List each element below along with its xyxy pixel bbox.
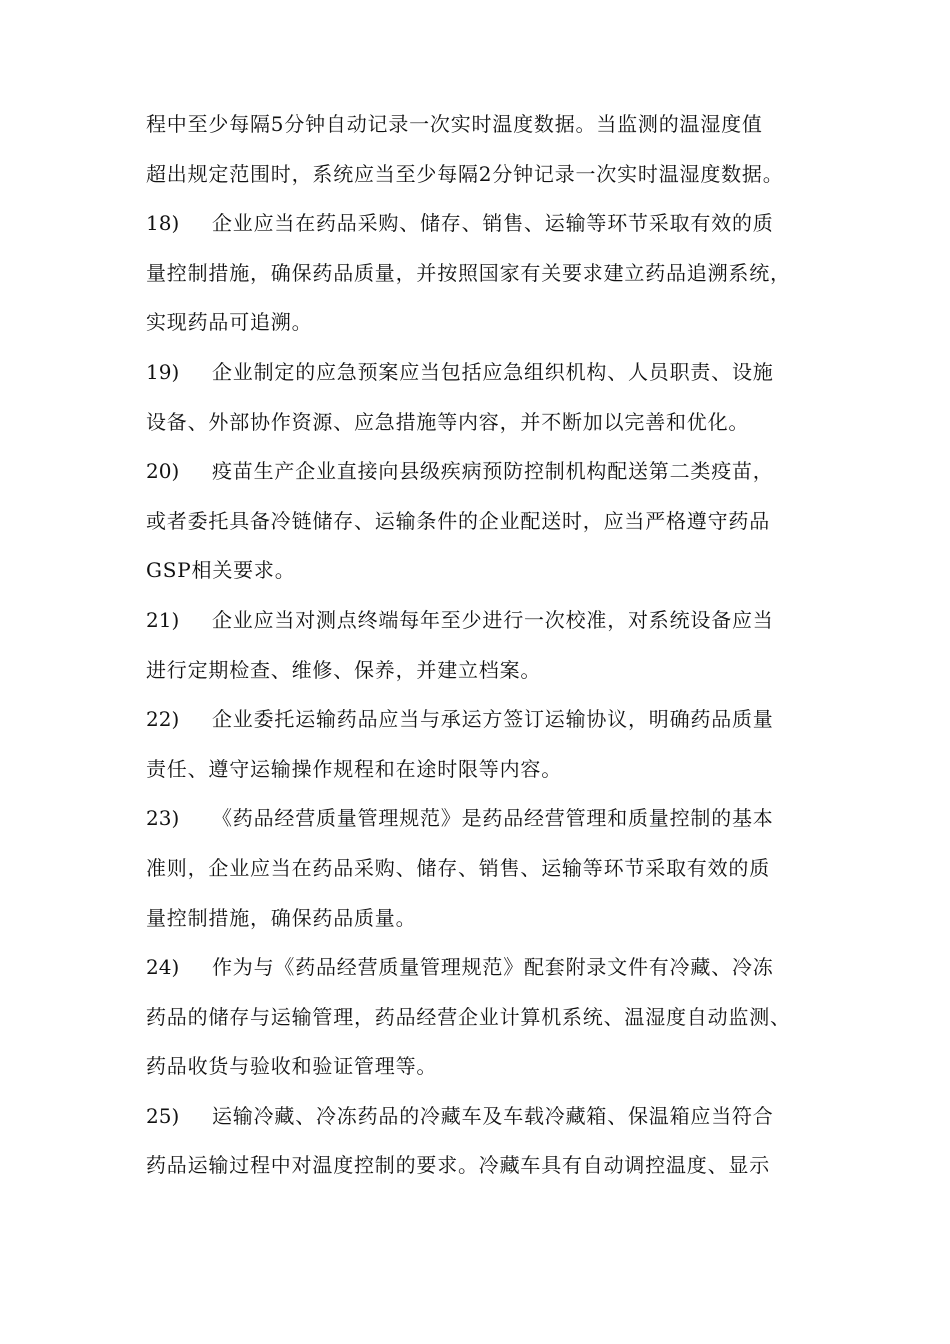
- line-text: 运输冷藏、冷冻药品的冷藏车及车载冷藏箱、保温箱应当符合: [212, 1103, 774, 1128]
- item-number: 25): [146, 1103, 180, 1128]
- text-line: [146, 993, 836, 1043]
- text-line: [146, 100, 836, 150]
- line-text: 进行定期检查、维修、保养，并建立档案。: [146, 657, 542, 682]
- text-line: [146, 447, 836, 497]
- line-text: 药品的储存与运输管理，药品经营企业计算机系统、温湿度自动监测、: [146, 1004, 791, 1029]
- line-text: 企业应当对测点终端每年至少进行一次校准，对系统设备应当: [212, 607, 774, 632]
- text-line: [146, 497, 836, 547]
- text-line: [146, 150, 836, 200]
- line-text: 准则，企业应当在药品采购、储存、销售、运输等环节采取有效的质: [146, 855, 770, 880]
- line-text: 实现药品可追溯。: [146, 310, 313, 335]
- item-number: 24): [146, 955, 180, 980]
- line-text: 疫苗生产企业直接向县级疾病预防控制机构配送第二类疫苗，: [212, 459, 774, 484]
- text-line: [146, 596, 836, 646]
- document-body: [146, 100, 836, 1191]
- line-text: 超出规定范围时，系统应当至少每隔2分钟记录一次实时温湿度数据。: [146, 161, 784, 186]
- text-line: [146, 1141, 836, 1191]
- text-line: [146, 745, 836, 795]
- line-text: 量控制措施，确保药品质量，并按照国家有关要求建立药品追溯系统，: [146, 260, 791, 285]
- item-number: 23): [146, 806, 180, 831]
- text-line: [146, 249, 836, 299]
- text-line: [146, 199, 836, 249]
- item-number: 19): [146, 359, 180, 384]
- text-line: [146, 646, 836, 696]
- line-text: 或者委托具备冷链储存、运输条件的企业配送时，应当严格遵守药品: [146, 508, 770, 533]
- line-text: 程中至少每隔5分钟自动记录一次实时温度数据。当监测的温湿度值: [146, 112, 763, 136]
- line-text: 作为与《药品经营质量管理规范》配套附录文件有冷藏、冷冻: [212, 955, 774, 980]
- text-line: [146, 695, 836, 745]
- item-number: 18): [146, 211, 180, 236]
- item-number: 20): [146, 459, 180, 484]
- text-line: [146, 844, 836, 894]
- line-text: 药品运输过程中对温度控制的要求。冷藏车具有自动调控温度、显示: [146, 1153, 770, 1178]
- line-text: 企业应当在药品采购、储存、销售、运输等环节采取有效的质: [212, 211, 774, 236]
- text-line: [146, 298, 836, 348]
- line-text: GSP相关要求。: [146, 558, 296, 583]
- item-number: 22): [146, 707, 180, 732]
- text-line: [146, 794, 836, 844]
- text-line: [146, 398, 836, 448]
- item-number: 21): [146, 607, 180, 632]
- line-text: 责任、遵守运输操作规程和在途时限等内容。: [146, 756, 562, 781]
- text-line: [146, 1042, 836, 1092]
- text-line: [146, 943, 836, 993]
- line-text: 企业制定的应急预案应当包括应急组织机构、人员职责、设施: [212, 359, 774, 384]
- text-line: [146, 348, 836, 398]
- text-line: [146, 546, 836, 596]
- text-line: [146, 1092, 836, 1142]
- text-line: [146, 894, 836, 944]
- line-text: 量控制措施，确保药品质量。: [146, 905, 417, 930]
- line-text: 企业委托运输药品应当与承运方签订运输协议，明确药品质量: [212, 707, 774, 732]
- line-text: 《药品经营质量管理规范》是药品经营管理和质量控制的基本: [212, 806, 774, 831]
- line-text: 药品收货与验收和验证管理等。: [146, 1054, 438, 1079]
- line-text: 设备、外部协作资源、应急措施等内容，并不断加以完善和优化。: [146, 409, 750, 434]
